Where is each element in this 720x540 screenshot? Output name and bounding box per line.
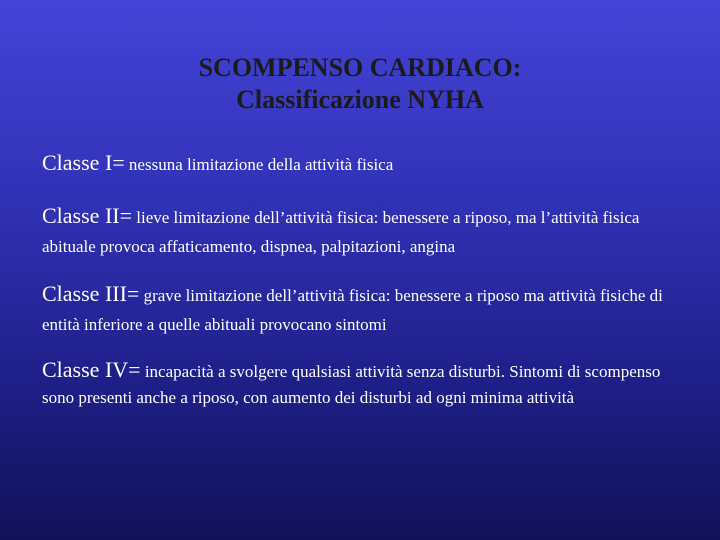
class-iv-label: Classe IV= [42, 357, 141, 382]
title-line-2: Classificazione NYHA [236, 85, 484, 114]
class-ii-label: Classe II= [42, 203, 132, 228]
class-iii-paragraph [42, 280, 692, 340]
class-ii-description: lieve limitazione dell’attività fisica: benessere a riposo, ma l’attività fisica abituale provoca affaticamento, dispnea, palpitazioni, angina [42, 208, 640, 256]
class-iv-description: incapacità a svolgere qualsiasi attività senza disturbi. Sintomi di scompenso sono presenti anche a riposo, con aumento dei disturbi ad ogni minima attività [42, 362, 661, 407]
class-ii-paragraph [42, 202, 692, 262]
class-i-description: nessuna limitazione della attività fisica [124, 155, 394, 174]
class-iv-paragraph [42, 357, 692, 411]
slide-title [0, 52, 720, 116]
class-i-label: Classe I= [42, 150, 125, 175]
title-line-1: SCOMPENSO CARDIACO: [198, 53, 522, 82]
class-iii-label: Classe III= [42, 281, 140, 306]
class-i-paragraph [42, 150, 692, 179]
class-iii-description: grave limitazione dell’attività fisica: benessere a riposo ma attività fisiche di entità inferiore a quelle abituali provocano sintomi [42, 286, 663, 334]
